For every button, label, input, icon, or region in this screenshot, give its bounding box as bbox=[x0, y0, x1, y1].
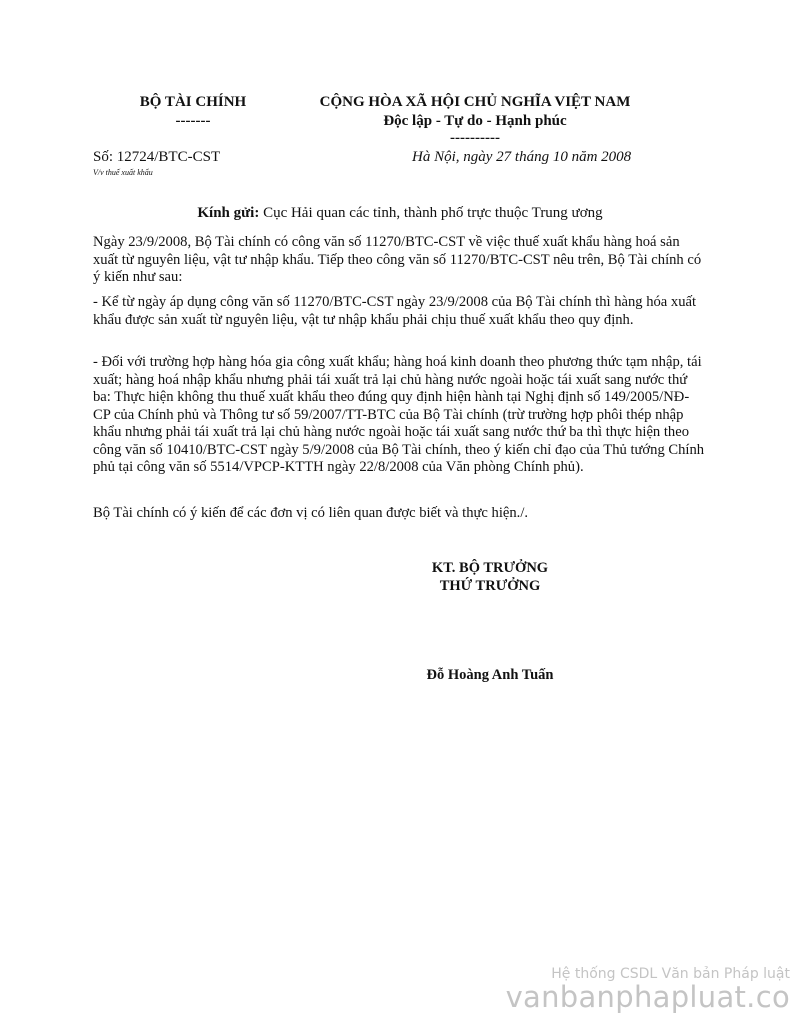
place-date: Hà Nội, ngày 27 tháng 10 năm 2008 bbox=[412, 149, 632, 165]
national-motto: Độc lập - Tự do - Hạnh phúc bbox=[383, 113, 567, 129]
signer-name: Đỗ Hoàng Anh Tuấn bbox=[426, 667, 554, 683]
ministry-name: BỘ TÀI CHÍNH bbox=[139, 94, 247, 110]
recipient-text: Cục Hải quan các tỉnh, thành phố trực thuộc Trung ương bbox=[259, 205, 603, 221]
recipient-label: Kính gửi: bbox=[197, 205, 260, 221]
paragraph-intro: Ngày 23/9/2008, Bộ Tài chính có công văn số 11270/BTC-CST về việc thuế xuất khẩu hàng hoá sản xuất từ nguyên liệu, vật tư nhập khẩu. Tiếp theo công văn số 11270/BTC-CST nêu trên, Bộ Tài chính có ý kiến như sau: bbox=[93, 234, 702, 285]
watermark-line-2: vanbanphapluat.co bbox=[505, 980, 790, 1014]
paragraph-closing: Bộ Tài chính có ý kiến để các đơn vị có liên quan được biết và thực hiện./. bbox=[93, 505, 529, 521]
recipient-line bbox=[0, 205, 800, 222]
ministry-rule: ------- bbox=[175, 113, 211, 129]
document-number: Số: 12724/BTC-CST bbox=[93, 149, 221, 165]
nation-title: CỘNG HÒA XÃ HỘI CHỦ NGHĨA VIỆT NAM bbox=[319, 94, 631, 110]
document-subject: V/v thuế xuất khẩu bbox=[93, 168, 153, 177]
paragraph-point-1: - Kể từ ngày áp dụng công văn số 11270/BTC-CST ngày 23/9/2008 của Bộ Tài chính thì hàng hóa xuất khẩu được sản xuất từ nguyên liệu, vật tư nhập khẩu phải chịu thuế xuất khẩu theo quy định. bbox=[93, 294, 697, 328]
signature-title-2: THỨ TRƯỞNG bbox=[439, 578, 541, 594]
motto-rule: ---------- bbox=[450, 130, 500, 146]
watermark-line-1: Hệ thống CSDL Văn bản Pháp luật bbox=[551, 966, 790, 982]
paragraph-point-2: - Đối với trường hợp hàng hóa gia công xuất khẩu; hàng hoá kinh doanh theo phương thức tạm nhập, tái xuất; hàng hoá nhập khẩu nhưng phải tái xuất trả lại chủ hàng nước ngoài hoặc tái xuất sang nước thứ ba: Thực hiện không thu thuế xuất khẩu theo đúng quy định hiện hành tại Nghị định số 149/2005/NĐ-CP của Chính phủ và Thông tư số 59/2007/TT-BTC của Bộ Tài chính (trừ trường hợp phôi thép nhập khẩu nhưng phải tái xuất trả lại chủ hàng nước ngoài hoặc tái xuất sang nước thứ ba thì thực hiện theo công văn số 10410/BTC-CST ngày 5/9/2008 của Bộ Tài chính, theo ý kiến chỉ đạo của Thủ tướng Chính phủ tại công văn số 5514/VPCP-KTTH ngày 22/8/2008 của Văn phòng Chính phủ). bbox=[93, 354, 705, 475]
signature-title-1: KT. BỘ TRƯỞNG bbox=[431, 560, 549, 576]
